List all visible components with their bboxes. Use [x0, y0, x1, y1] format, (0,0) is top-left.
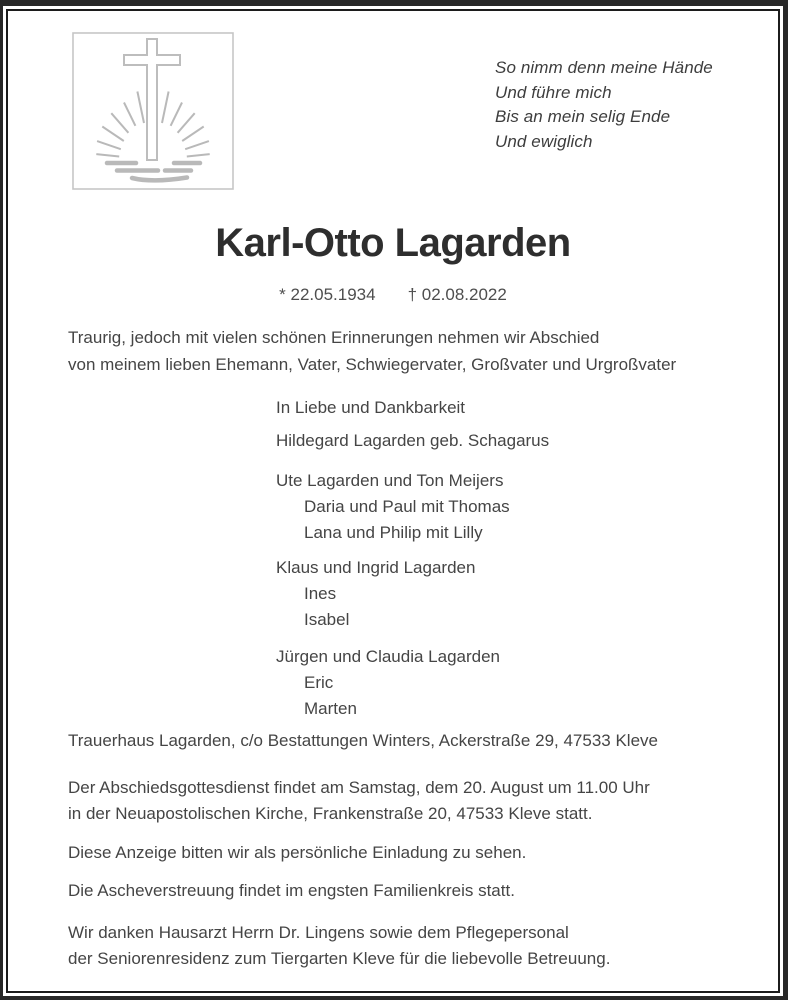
hymn-line: Bis an mein selig Ende: [495, 107, 671, 126]
hymn-line: Und ewiglich: [495, 131, 593, 151]
notice-line: Diese Anzeige bitten wir als persönliche Einladung zu sehen.: [68, 843, 527, 862]
notice-line: Der Abschiedsgottesdienst findet am Samstag, dem 20. August um 11.00 Uhr: [68, 778, 650, 797]
hymn-line: So nimm denn meine Hände: [495, 58, 713, 77]
invitation-note: [68, 840, 658, 866]
notice-page: [3, 6, 783, 996]
deceased-name: Karl-Otto Lagarden: [215, 221, 571, 265]
notice-line: Die Ascheverstreuung findet im engsten Familienkreis statt.: [68, 881, 515, 900]
notice-frame-border: [6, 9, 780, 993]
mourner-member: Marten: [304, 699, 357, 718]
intro-line: von meinem lieben Ehemann, Vater, Schwiegervater, Großvater und Urgroßvater: [68, 354, 677, 374]
mourner-head: Ute Lagarden und Ton Meijers: [276, 471, 504, 490]
life-dates: [8, 284, 778, 306]
hymn-line: Und führe mich: [495, 82, 612, 102]
church-emblem: [72, 32, 234, 190]
ash-scattering-note: [68, 878, 658, 904]
notice-paragraphs: [68, 728, 658, 972]
mourner-group: [276, 555, 549, 633]
death-date: † 02.08.2022: [407, 285, 507, 304]
notice-line: Trauerhaus Lagarden, c/o Bestattungen Winters, Ackerstraße 29, 47533 Kleve: [68, 731, 658, 750]
mourner-member: Eric: [304, 673, 334, 692]
mourner-head: Jürgen und Claudia Lagarden: [276, 647, 501, 666]
mourner-member: Ines: [304, 584, 337, 603]
notice-line: Wir danken Hausarzt Herrn Dr. Lingens sowie dem Pflegepersonal: [68, 923, 569, 942]
notice-line: der Seniorenresidenz zum Tiergarten Kleve für die liebevolle Betreuung.: [68, 949, 611, 968]
intro-paragraph: [68, 325, 676, 378]
intro-line: Traurig, jedoch mit vielen schönen Erinnerungen nehmen wir Abschied: [68, 328, 600, 347]
funeral-home-line: [68, 728, 658, 754]
hymn-verse: [495, 56, 713, 154]
mourner-head: Hildegard Lagarden geb. Schagarus: [276, 431, 550, 450]
notice-line: in der Neuapostolischen Kirche, Frankenstraße 20, 47533 Kleve statt.: [68, 804, 593, 823]
mourner-member: Isabel: [304, 610, 350, 629]
mourner-group: [276, 468, 549, 546]
dedication-line: In Liebe und Dankbarkeit: [276, 398, 466, 417]
mourner-member: Daria und Paul mit Thomas: [304, 497, 510, 516]
birth-date: * 22.05.1934: [279, 285, 376, 304]
mourner-group: [276, 644, 549, 722]
mourner-member: Lana und Philip mit Lilly: [304, 523, 483, 542]
thanks-note: [68, 920, 658, 972]
cross-rays-water-icon: [72, 32, 234, 190]
mourner-head: Klaus und Ingrid Lagarden: [276, 558, 476, 577]
mourners-list: [276, 395, 549, 722]
service-info: [68, 775, 658, 827]
mourner-group: [276, 428, 549, 454]
